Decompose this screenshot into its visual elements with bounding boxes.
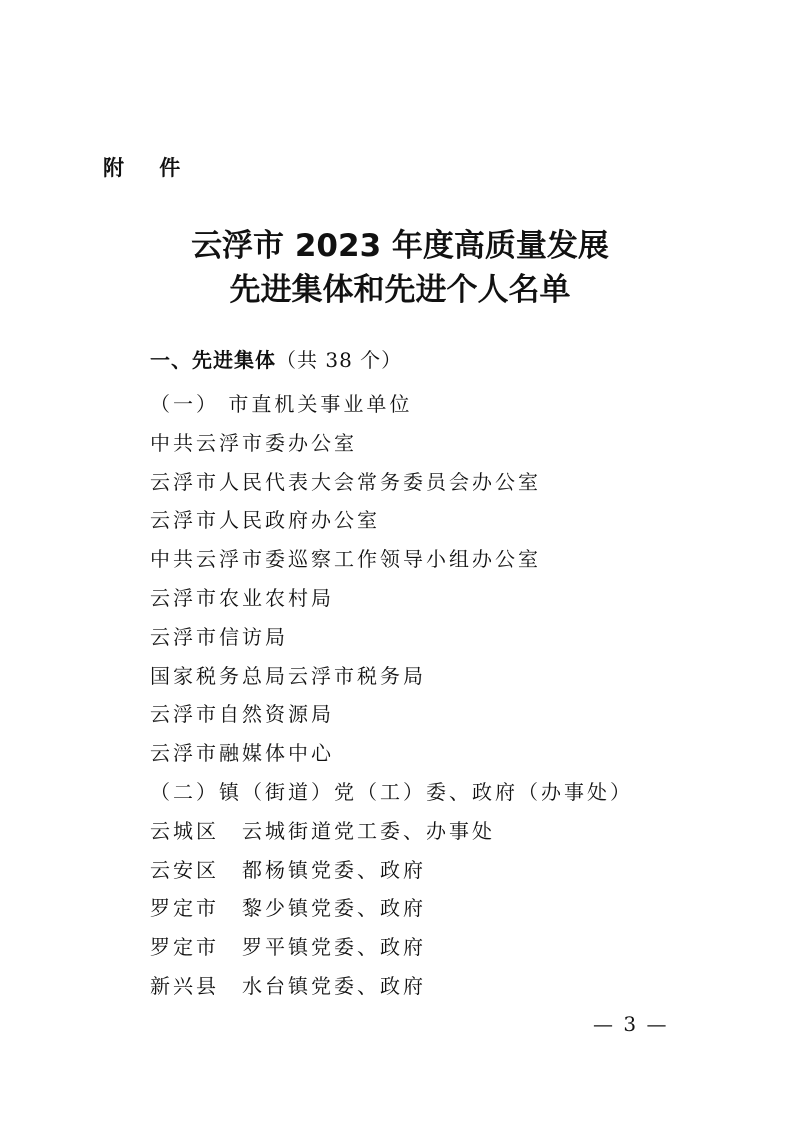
unit-name: 罗平镇党委、政府 (242, 935, 426, 960)
list-item (150, 851, 633, 890)
region-name: 云城区 (150, 818, 219, 843)
list-item: 云浮市信访局 (150, 624, 288, 649)
list-item (150, 889, 633, 928)
list-item: 云浮市农业农村局 (150, 585, 334, 610)
list-item: 云浮市人民政府办公室 (150, 508, 380, 533)
region-name: 新兴县 (150, 973, 219, 998)
list-item: 云浮市人民代表大会常务委员会办公室 (150, 469, 541, 494)
unit-name: 都杨镇党委、政府 (242, 857, 426, 882)
list-item: 中共云浮市委办公室 (150, 430, 357, 455)
group-heading-towns: （二）镇（街道）党（工）委、政府（办事处） (150, 779, 633, 804)
unit-name: 水台镇党委、政府 (242, 973, 426, 998)
section-heading-advanced-collectives (150, 345, 402, 375)
list-item: 国家税务总局云浮市税务局 (150, 663, 426, 688)
region-name: 云安区 (150, 857, 219, 882)
page-number: — 3 — (593, 1012, 669, 1036)
document-title-line-1: 云浮市 2023 年度高质量发展 (191, 228, 609, 264)
collective-list (150, 385, 633, 1006)
list-item (150, 812, 633, 851)
list-item: 云浮市自然资源局 (150, 702, 334, 727)
list-item: 云浮市融媒体中心 (150, 741, 334, 766)
region-name: 罗定市 (150, 896, 219, 921)
unit-name: 黎少镇党委、政府 (242, 896, 426, 921)
section-label: 一、先进集体 (150, 348, 276, 372)
attachment-label: 附 件 (103, 156, 195, 180)
list-item (150, 928, 633, 967)
unit-name: 云城街道党工委、办事处 (242, 818, 495, 843)
list-item (150, 967, 633, 1006)
section-count: （共 38 个） (276, 348, 403, 372)
document-title-line-2: 先进集体和先进个人名单 (229, 272, 571, 308)
region-name: 罗定市 (150, 935, 219, 960)
list-item: 中共云浮市委巡察工作领导小组办公室 (150, 547, 541, 572)
group-heading-municipal-units: （一） 市直机关事业单位 (150, 392, 413, 416)
